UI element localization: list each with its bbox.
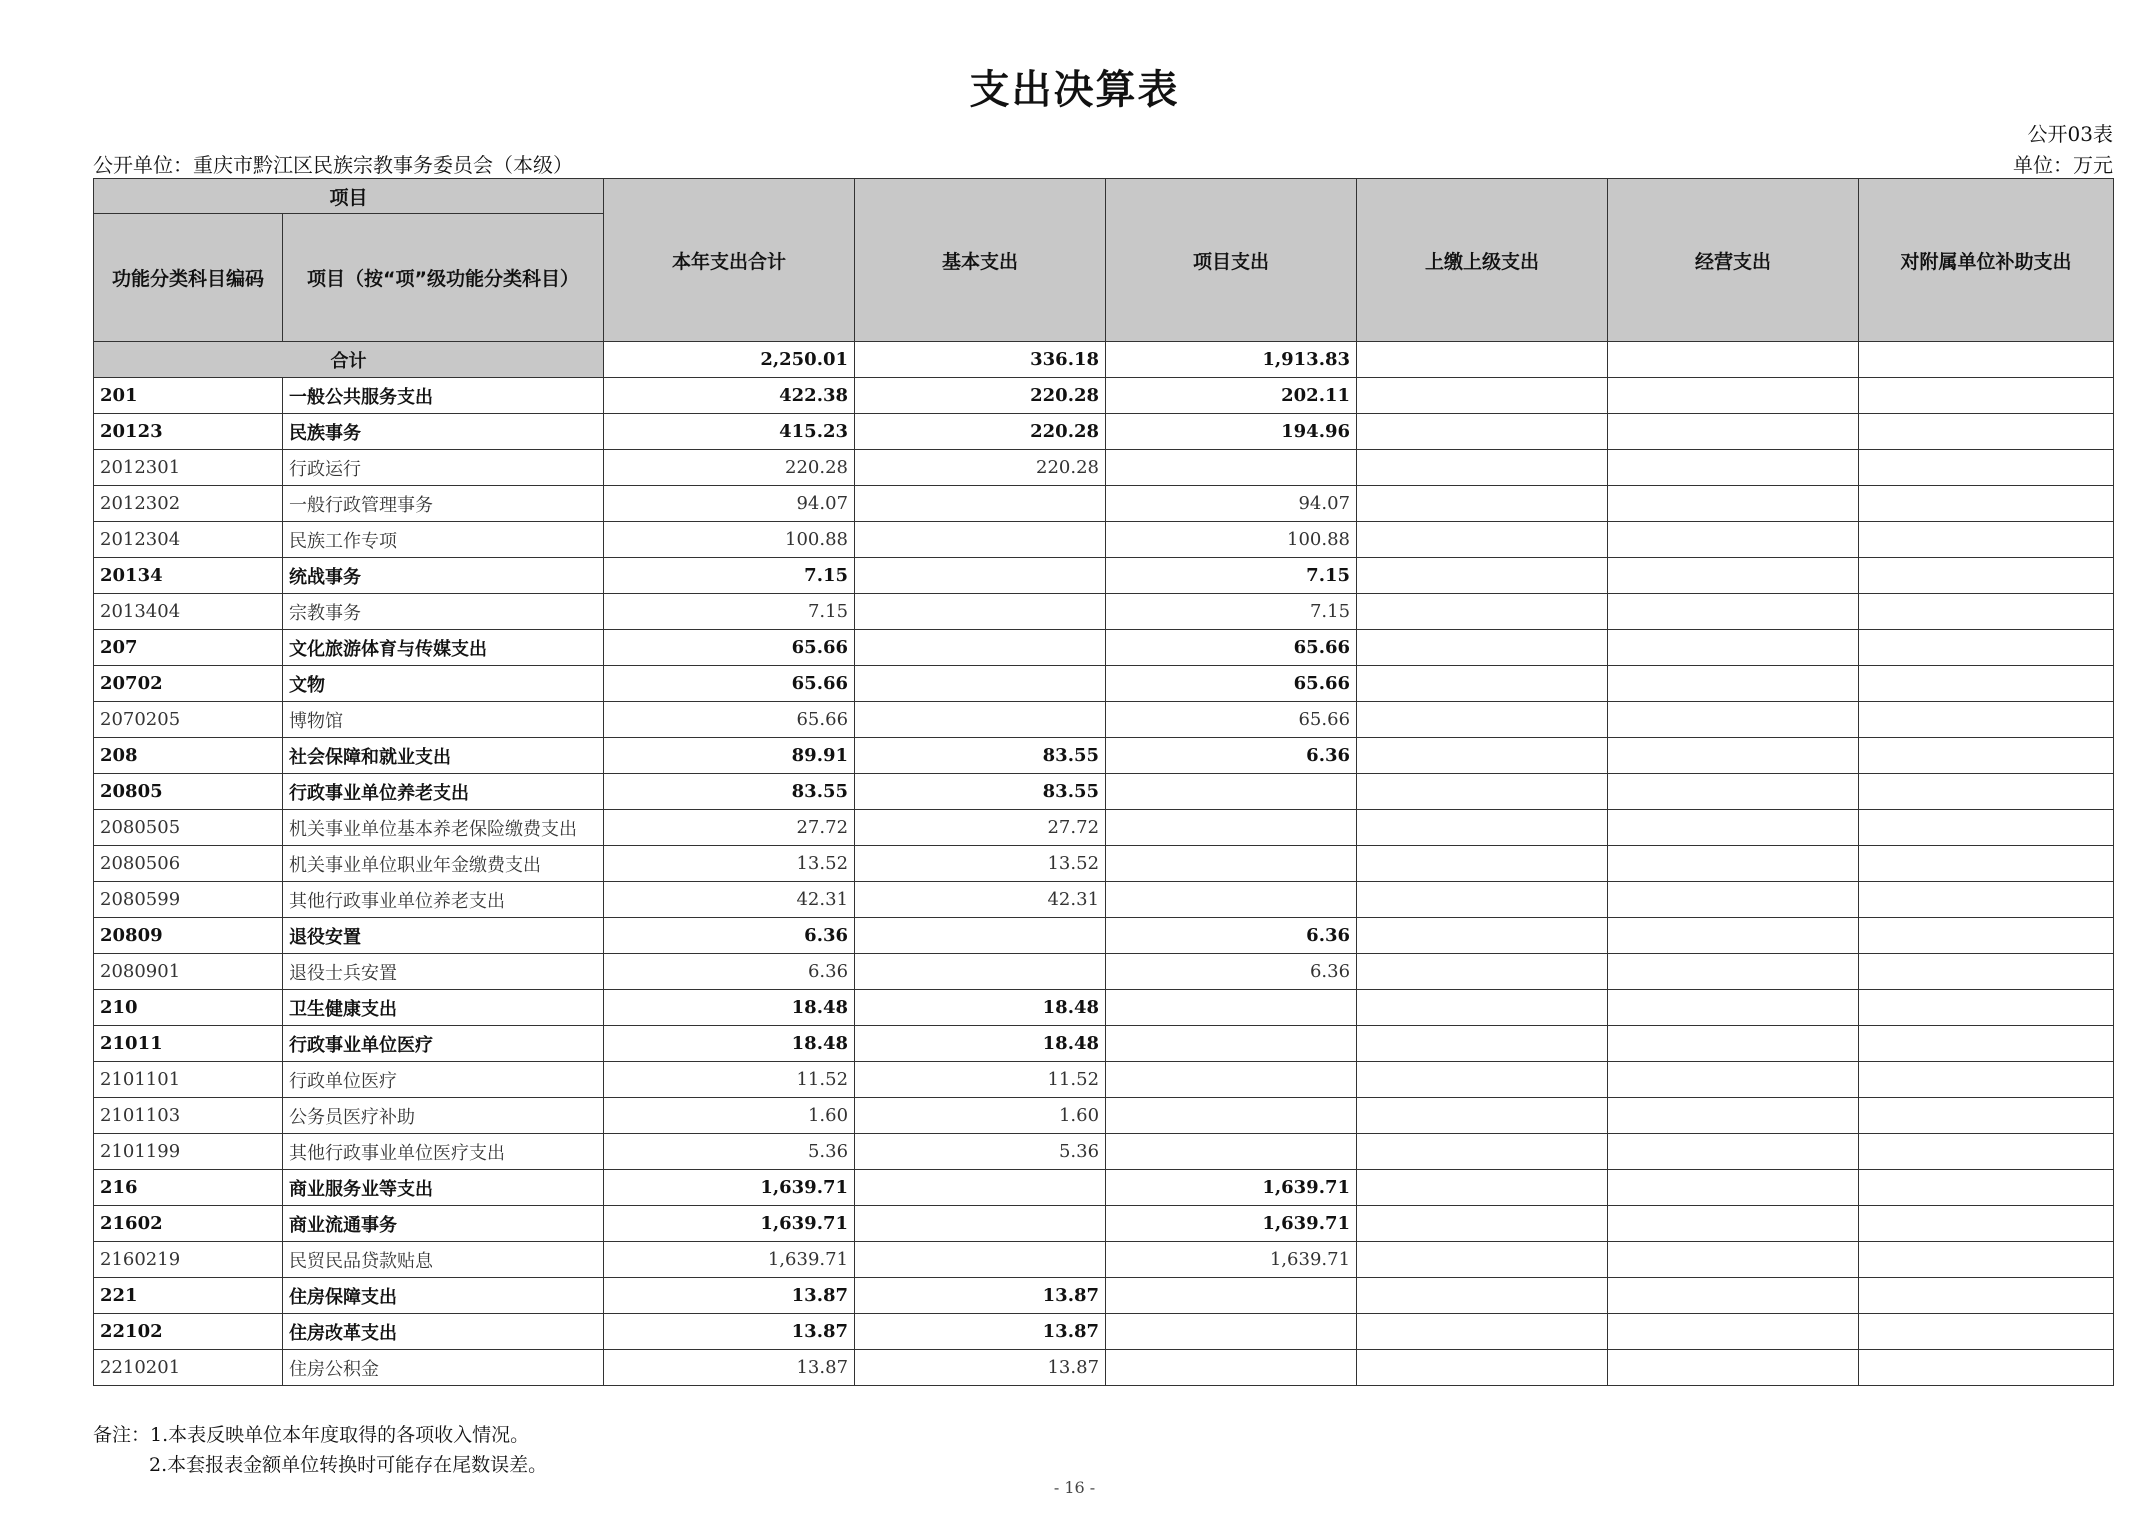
row-operation — [1608, 1206, 1859, 1242]
row-basic: 83.55 — [855, 774, 1106, 810]
row-project — [1106, 882, 1357, 918]
table-row — [94, 378, 2114, 414]
row-project — [1106, 1134, 1357, 1170]
row-operation — [1608, 990, 1859, 1026]
row-project — [1106, 1314, 1357, 1350]
row-total: 415.23 — [604, 414, 855, 450]
row-total: 11.52 — [604, 1062, 855, 1098]
row-code: 2101101 — [94, 1062, 283, 1098]
header-info-line — [93, 149, 2113, 175]
total-row — [94, 342, 2114, 378]
row-upper — [1357, 1350, 1608, 1386]
row-subsidiary — [1859, 1206, 2114, 1242]
row-name: 商业流通事务 — [283, 1206, 604, 1242]
table-row — [94, 522, 2114, 558]
row-code: 21011 — [94, 1026, 283, 1062]
row-name: 机关事业单位基本养老保险缴费支出 — [283, 810, 604, 846]
row-total: 65.66 — [604, 702, 855, 738]
row-basic: 42.31 — [855, 882, 1106, 918]
row-name: 退役士兵安置 — [283, 954, 604, 990]
row-operation — [1608, 1350, 1859, 1386]
row-total: 65.66 — [604, 630, 855, 666]
row-upper — [1357, 1026, 1608, 1062]
row-name: 其他行政事业单位医疗支出 — [283, 1134, 604, 1170]
row-subsidiary — [1859, 450, 2114, 486]
row-subsidiary — [1859, 1170, 2114, 1206]
row-subsidiary — [1859, 918, 2114, 954]
row-total: 13.87 — [604, 1278, 855, 1314]
row-project: 1,639.71 — [1106, 1242, 1357, 1278]
row-subsidiary — [1859, 1062, 2114, 1098]
row-upper — [1357, 378, 1608, 414]
row-total: 1.60 — [604, 1098, 855, 1134]
row-upper — [1357, 846, 1608, 882]
row-name: 卫生健康支出 — [283, 990, 604, 1026]
row-code: 2012301 — [94, 450, 283, 486]
row-upper — [1357, 810, 1608, 846]
table-row — [94, 1350, 2114, 1386]
header-item: 项目 — [94, 179, 604, 214]
total-label: 合计 — [94, 342, 604, 378]
header-upper: 上缴上级支出 — [1357, 179, 1608, 342]
row-project — [1106, 1026, 1357, 1062]
row-project — [1106, 1062, 1357, 1098]
table-row — [94, 1170, 2114, 1206]
row-basic: 83.55 — [855, 738, 1106, 774]
total-cell-project: 1,913.83 — [1106, 342, 1357, 378]
row-name: 退役安置 — [283, 918, 604, 954]
row-total: 94.07 — [604, 486, 855, 522]
row-name: 其他行政事业单位养老支出 — [283, 882, 604, 918]
expenditure-table — [93, 178, 2114, 1386]
row-name: 商业服务业等支出 — [283, 1170, 604, 1206]
row-subsidiary — [1859, 594, 2114, 630]
row-project: 194.96 — [1106, 414, 1357, 450]
row-subsidiary — [1859, 522, 2114, 558]
row-subsidiary — [1859, 1026, 2114, 1062]
row-basic: 27.72 — [855, 810, 1106, 846]
row-name: 公务员医疗补助 — [283, 1098, 604, 1134]
row-code: 21602 — [94, 1206, 283, 1242]
row-operation — [1608, 882, 1859, 918]
row-name: 民族事务 — [283, 414, 604, 450]
row-code: 201 — [94, 378, 283, 414]
table-row — [94, 882, 2114, 918]
row-basic — [855, 702, 1106, 738]
row-basic: 220.28 — [855, 414, 1106, 450]
row-name: 行政单位医疗 — [283, 1062, 604, 1098]
row-total: 27.72 — [604, 810, 855, 846]
total-cell-operation — [1608, 342, 1859, 378]
row-total: 100.88 — [604, 522, 855, 558]
row-project: 6.36 — [1106, 738, 1357, 774]
row-code: 2101103 — [94, 1098, 283, 1134]
row-basic — [855, 594, 1106, 630]
row-subsidiary — [1859, 990, 2114, 1026]
row-name: 统战事务 — [283, 558, 604, 594]
row-project — [1106, 810, 1357, 846]
row-basic: 220.28 — [855, 450, 1106, 486]
row-name: 行政运行 — [283, 450, 604, 486]
row-upper — [1357, 1134, 1608, 1170]
row-code: 20123 — [94, 414, 283, 450]
row-project: 65.66 — [1106, 666, 1357, 702]
row-operation — [1608, 630, 1859, 666]
row-total: 18.48 — [604, 1026, 855, 1062]
row-basic — [855, 486, 1106, 522]
row-basic — [855, 630, 1106, 666]
row-subsidiary — [1859, 774, 2114, 810]
row-total: 7.15 — [604, 558, 855, 594]
row-subsidiary — [1859, 558, 2114, 594]
row-name: 博物馆 — [283, 702, 604, 738]
row-operation — [1608, 666, 1859, 702]
row-basic — [855, 558, 1106, 594]
row-project: 65.66 — [1106, 630, 1357, 666]
row-basic — [855, 954, 1106, 990]
row-operation — [1608, 594, 1859, 630]
row-basic — [855, 522, 1106, 558]
row-upper — [1357, 774, 1608, 810]
header-operation: 经营支出 — [1608, 179, 1859, 342]
row-operation — [1608, 954, 1859, 990]
row-operation — [1608, 1062, 1859, 1098]
row-total: 1,639.71 — [604, 1206, 855, 1242]
row-upper — [1357, 1170, 1608, 1206]
row-code: 2101199 — [94, 1134, 283, 1170]
row-code: 216 — [94, 1170, 283, 1206]
row-upper — [1357, 1278, 1608, 1314]
row-total: 5.36 — [604, 1134, 855, 1170]
row-operation — [1608, 1278, 1859, 1314]
row-operation — [1608, 1098, 1859, 1134]
row-operation — [1608, 450, 1859, 486]
row-code: 20805 — [94, 774, 283, 810]
row-name: 民贸民品贷款贴息 — [283, 1242, 604, 1278]
row-subsidiary — [1859, 1314, 2114, 1350]
currency-unit-label: 单位：万元 — [2013, 153, 2113, 177]
row-upper — [1357, 630, 1608, 666]
row-code: 2080599 — [94, 882, 283, 918]
organization-label: 公开单位：重庆市黔江区民族宗教事务委员会（本级） — [93, 153, 573, 177]
row-subsidiary — [1859, 1134, 2114, 1170]
row-total: 13.87 — [604, 1350, 855, 1386]
row-project — [1106, 1098, 1357, 1134]
row-operation — [1608, 486, 1859, 522]
table-row — [94, 918, 2114, 954]
table-row — [94, 486, 2114, 522]
row-total: 13.87 — [604, 1314, 855, 1350]
row-code: 2160219 — [94, 1242, 283, 1278]
row-operation — [1608, 810, 1859, 846]
table-row — [94, 1134, 2114, 1170]
row-name: 社会保障和就业支出 — [283, 738, 604, 774]
row-upper — [1357, 702, 1608, 738]
row-code: 2013404 — [94, 594, 283, 630]
table-row — [94, 1206, 2114, 1242]
row-project: 1,639.71 — [1106, 1206, 1357, 1242]
row-operation — [1608, 1242, 1859, 1278]
row-code: 2080505 — [94, 810, 283, 846]
row-basic: 220.28 — [855, 378, 1106, 414]
row-name: 宗教事务 — [283, 594, 604, 630]
row-project — [1106, 1350, 1357, 1386]
row-upper — [1357, 954, 1608, 990]
row-basic: 18.48 — [855, 1026, 1106, 1062]
row-name: 行政事业单位养老支出 — [283, 774, 604, 810]
header-project: 项目支出 — [1106, 179, 1357, 342]
row-operation — [1608, 378, 1859, 414]
row-basic — [855, 1242, 1106, 1278]
table-row — [94, 1278, 2114, 1314]
row-basic: 1.60 — [855, 1098, 1106, 1134]
header-total: 本年支出合计 — [604, 179, 855, 342]
footnotes — [93, 1420, 547, 1480]
row-operation — [1608, 846, 1859, 882]
row-upper — [1357, 1206, 1608, 1242]
row-code: 20702 — [94, 666, 283, 702]
row-basic: 5.36 — [855, 1134, 1106, 1170]
row-total: 83.55 — [604, 774, 855, 810]
row-subsidiary — [1859, 846, 2114, 882]
row-code: 2070205 — [94, 702, 283, 738]
row-code: 20134 — [94, 558, 283, 594]
row-total: 42.31 — [604, 882, 855, 918]
total-cell-subsidiary — [1859, 342, 2114, 378]
row-code: 2210201 — [94, 1350, 283, 1386]
row-name: 住房保障支出 — [283, 1278, 604, 1314]
row-total: 220.28 — [604, 450, 855, 486]
row-code: 210 — [94, 990, 283, 1026]
row-code: 2080506 — [94, 846, 283, 882]
table-row — [94, 738, 2114, 774]
row-name: 民族工作专项 — [283, 522, 604, 558]
table-row — [94, 1314, 2114, 1350]
row-project — [1106, 846, 1357, 882]
row-operation — [1608, 774, 1859, 810]
row-subsidiary — [1859, 630, 2114, 666]
row-basic: 13.87 — [855, 1314, 1106, 1350]
row-upper — [1357, 990, 1608, 1026]
table-row — [94, 702, 2114, 738]
page-title: 支出决算表 — [969, 67, 1180, 113]
row-code: 20809 — [94, 918, 283, 954]
row-total: 6.36 — [604, 918, 855, 954]
total-cell-total: 2,250.01 — [604, 342, 855, 378]
row-name: 行政事业单位医疗 — [283, 1026, 604, 1062]
row-operation — [1608, 414, 1859, 450]
table-row — [94, 1098, 2114, 1134]
total-cell-basic: 336.18 — [855, 342, 1106, 378]
row-subsidiary — [1859, 414, 2114, 450]
row-name: 机关事业单位职业年金缴费支出 — [283, 846, 604, 882]
row-subsidiary — [1859, 810, 2114, 846]
row-total: 89.91 — [604, 738, 855, 774]
row-total: 65.66 — [604, 666, 855, 702]
row-upper — [1357, 522, 1608, 558]
row-basic: 13.52 — [855, 846, 1106, 882]
table-row — [94, 810, 2114, 846]
header-subsidiary: 对附属单位补助支出 — [1859, 179, 2114, 342]
row-total: 1,639.71 — [604, 1170, 855, 1206]
page-number: - 16 - — [1053, 1478, 1096, 1497]
total-cell-upper — [1357, 342, 1608, 378]
table-row — [94, 954, 2114, 990]
row-upper — [1357, 558, 1608, 594]
row-subsidiary — [1859, 1350, 2114, 1386]
header-name: 项目（按“项”级功能分类科目） — [283, 214, 604, 342]
row-basic: 13.87 — [855, 1278, 1106, 1314]
row-upper — [1357, 486, 1608, 522]
row-project — [1106, 1278, 1357, 1314]
row-subsidiary — [1859, 702, 2114, 738]
row-operation — [1608, 1134, 1859, 1170]
row-upper — [1357, 882, 1608, 918]
row-subsidiary — [1859, 1242, 2114, 1278]
row-subsidiary — [1859, 954, 2114, 990]
row-operation — [1608, 702, 1859, 738]
header-code: 功能分类科目编码 — [94, 214, 283, 342]
row-operation — [1608, 1314, 1859, 1350]
row-name: 住房改革支出 — [283, 1314, 604, 1350]
row-operation — [1608, 522, 1859, 558]
row-basic — [855, 1170, 1106, 1206]
row-project — [1106, 990, 1357, 1026]
row-subsidiary — [1859, 486, 2114, 522]
row-operation — [1608, 1026, 1859, 1062]
row-code: 22102 — [94, 1314, 283, 1350]
row-basic — [855, 918, 1106, 954]
row-subsidiary — [1859, 1098, 2114, 1134]
row-name: 住房公积金 — [283, 1350, 604, 1386]
table-row — [94, 414, 2114, 450]
table-row — [94, 846, 2114, 882]
table-row — [94, 558, 2114, 594]
row-project: 202.11 — [1106, 378, 1357, 414]
row-subsidiary — [1859, 378, 2114, 414]
row-upper — [1357, 1242, 1608, 1278]
row-project: 65.66 — [1106, 702, 1357, 738]
footnote-1: 备注：1.本表反映单位本年度取得的各项收入情况。 — [93, 1424, 530, 1446]
row-total: 13.52 — [604, 846, 855, 882]
row-upper — [1357, 1098, 1608, 1134]
row-subsidiary — [1859, 1278, 2114, 1314]
row-operation — [1608, 738, 1859, 774]
table-row — [94, 450, 2114, 486]
table-row — [94, 1062, 2114, 1098]
row-basic — [855, 1206, 1106, 1242]
table-row — [94, 774, 2114, 810]
row-total: 18.48 — [604, 990, 855, 1026]
row-upper — [1357, 594, 1608, 630]
row-upper — [1357, 738, 1608, 774]
row-total: 6.36 — [604, 954, 855, 990]
table-row — [94, 666, 2114, 702]
row-operation — [1608, 558, 1859, 594]
row-upper — [1357, 1314, 1608, 1350]
table-row — [94, 630, 2114, 666]
table-row — [94, 990, 2114, 1026]
row-code: 2012304 — [94, 522, 283, 558]
row-code: 221 — [94, 1278, 283, 1314]
row-basic: 18.48 — [855, 990, 1106, 1026]
row-upper — [1357, 450, 1608, 486]
row-code: 2012302 — [94, 486, 283, 522]
table-row — [94, 1026, 2114, 1062]
row-total: 422.38 — [604, 378, 855, 414]
row-project — [1106, 450, 1357, 486]
header-basic: 基本支出 — [855, 179, 1106, 342]
row-subsidiary — [1859, 738, 2114, 774]
row-operation — [1608, 918, 1859, 954]
row-project: 6.36 — [1106, 918, 1357, 954]
row-project: 7.15 — [1106, 594, 1357, 630]
row-basic: 13.87 — [855, 1350, 1106, 1386]
footnote-2: 2.本套报表金额单位转换时可能存在尾数误差。 — [149, 1454, 548, 1476]
row-project: 1,639.71 — [1106, 1170, 1357, 1206]
row-name: 一般公共服务支出 — [283, 378, 604, 414]
row-name: 一般行政管理事务 — [283, 486, 604, 522]
row-project: 100.88 — [1106, 522, 1357, 558]
row-total: 1,639.71 — [604, 1242, 855, 1278]
row-subsidiary — [1859, 882, 2114, 918]
row-code: 2080901 — [94, 954, 283, 990]
row-code: 207 — [94, 630, 283, 666]
row-project: 94.07 — [1106, 486, 1357, 522]
row-code: 208 — [94, 738, 283, 774]
row-total: 7.15 — [604, 594, 855, 630]
row-operation — [1608, 1170, 1859, 1206]
row-basic — [855, 666, 1106, 702]
row-name: 文化旅游体育与传媒支出 — [283, 630, 604, 666]
row-upper — [1357, 1062, 1608, 1098]
row-upper — [1357, 918, 1608, 954]
row-project — [1106, 774, 1357, 810]
row-upper — [1357, 414, 1608, 450]
form-number: 公开03表 — [2027, 122, 2113, 146]
row-subsidiary — [1859, 666, 2114, 702]
row-basic: 11.52 — [855, 1062, 1106, 1098]
table-row — [94, 594, 2114, 630]
row-project: 7.15 — [1106, 558, 1357, 594]
table-row — [94, 1242, 2114, 1278]
row-project: 6.36 — [1106, 954, 1357, 990]
row-upper — [1357, 666, 1608, 702]
row-name: 文物 — [283, 666, 604, 702]
